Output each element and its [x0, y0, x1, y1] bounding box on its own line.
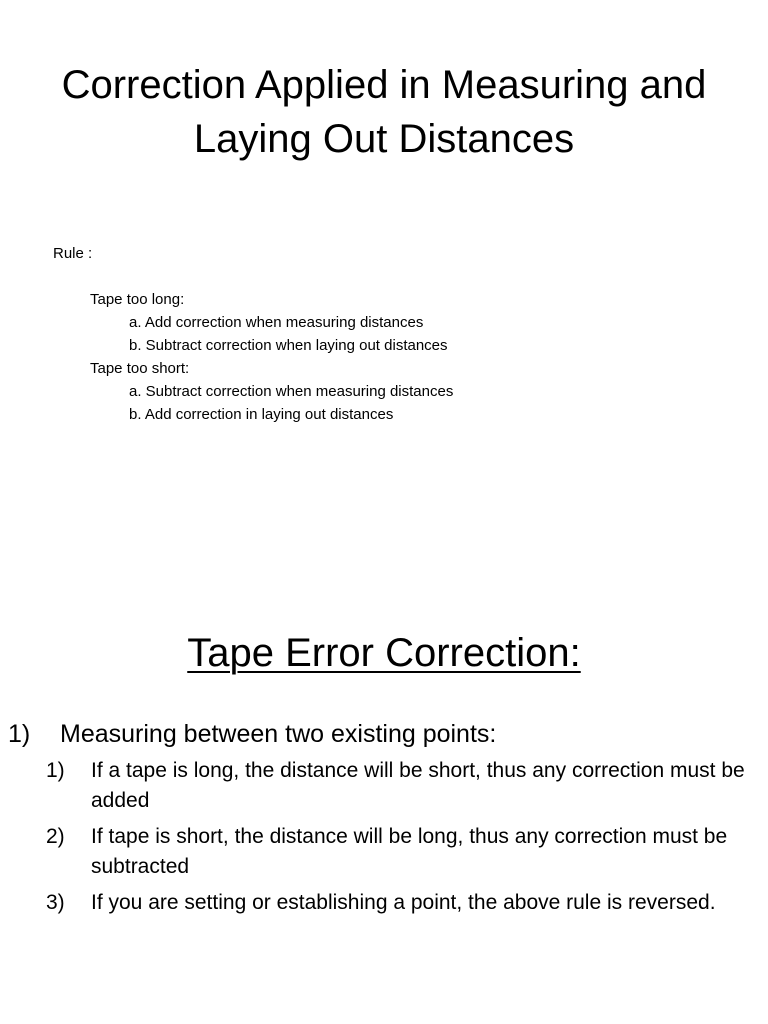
section-heading: Tape Error Correction:	[187, 631, 581, 675]
list-item-number: 3)	[46, 891, 65, 914]
list-item-number: 2)	[46, 825, 65, 848]
rule-list	[90, 288, 453, 426]
rule-long-item-b: b. Subtract correction when laying out distances	[129, 337, 448, 354]
list-item-text: If a tape is long, the distance will be short, thus any correction must be added	[91, 759, 745, 812]
list-item	[46, 888, 746, 918]
list-item	[46, 756, 746, 816]
main-list-item	[8, 718, 496, 751]
sub-list	[46, 756, 746, 924]
list-item-text: If tape is short, the distance will be long, thus any correction must be subtracted	[91, 825, 728, 878]
list-item	[46, 822, 746, 882]
main-item-number: 1)	[8, 720, 31, 748]
rule-short-heading: Tape too short:	[90, 360, 190, 377]
rule-short-item-a: a. Subtract correction when measuring distances	[129, 383, 454, 400]
list-item-number: 1)	[46, 759, 65, 782]
rule-label: Rule :	[53, 245, 93, 262]
page-title: Correction Applied in Measuring and Laying Out Distances	[61, 63, 707, 161]
rule-long-item-a: a. Add correction when measuring distances	[129, 314, 424, 331]
list-item-text: If you are setting or establishing a point, the above rule is reversed.	[91, 891, 716, 914]
main-item-text: Measuring between two existing points:	[60, 720, 497, 748]
rule-short-item-b: b. Add correction in laying out distances	[129, 406, 394, 423]
rule-long-heading: Tape too long:	[90, 291, 185, 308]
